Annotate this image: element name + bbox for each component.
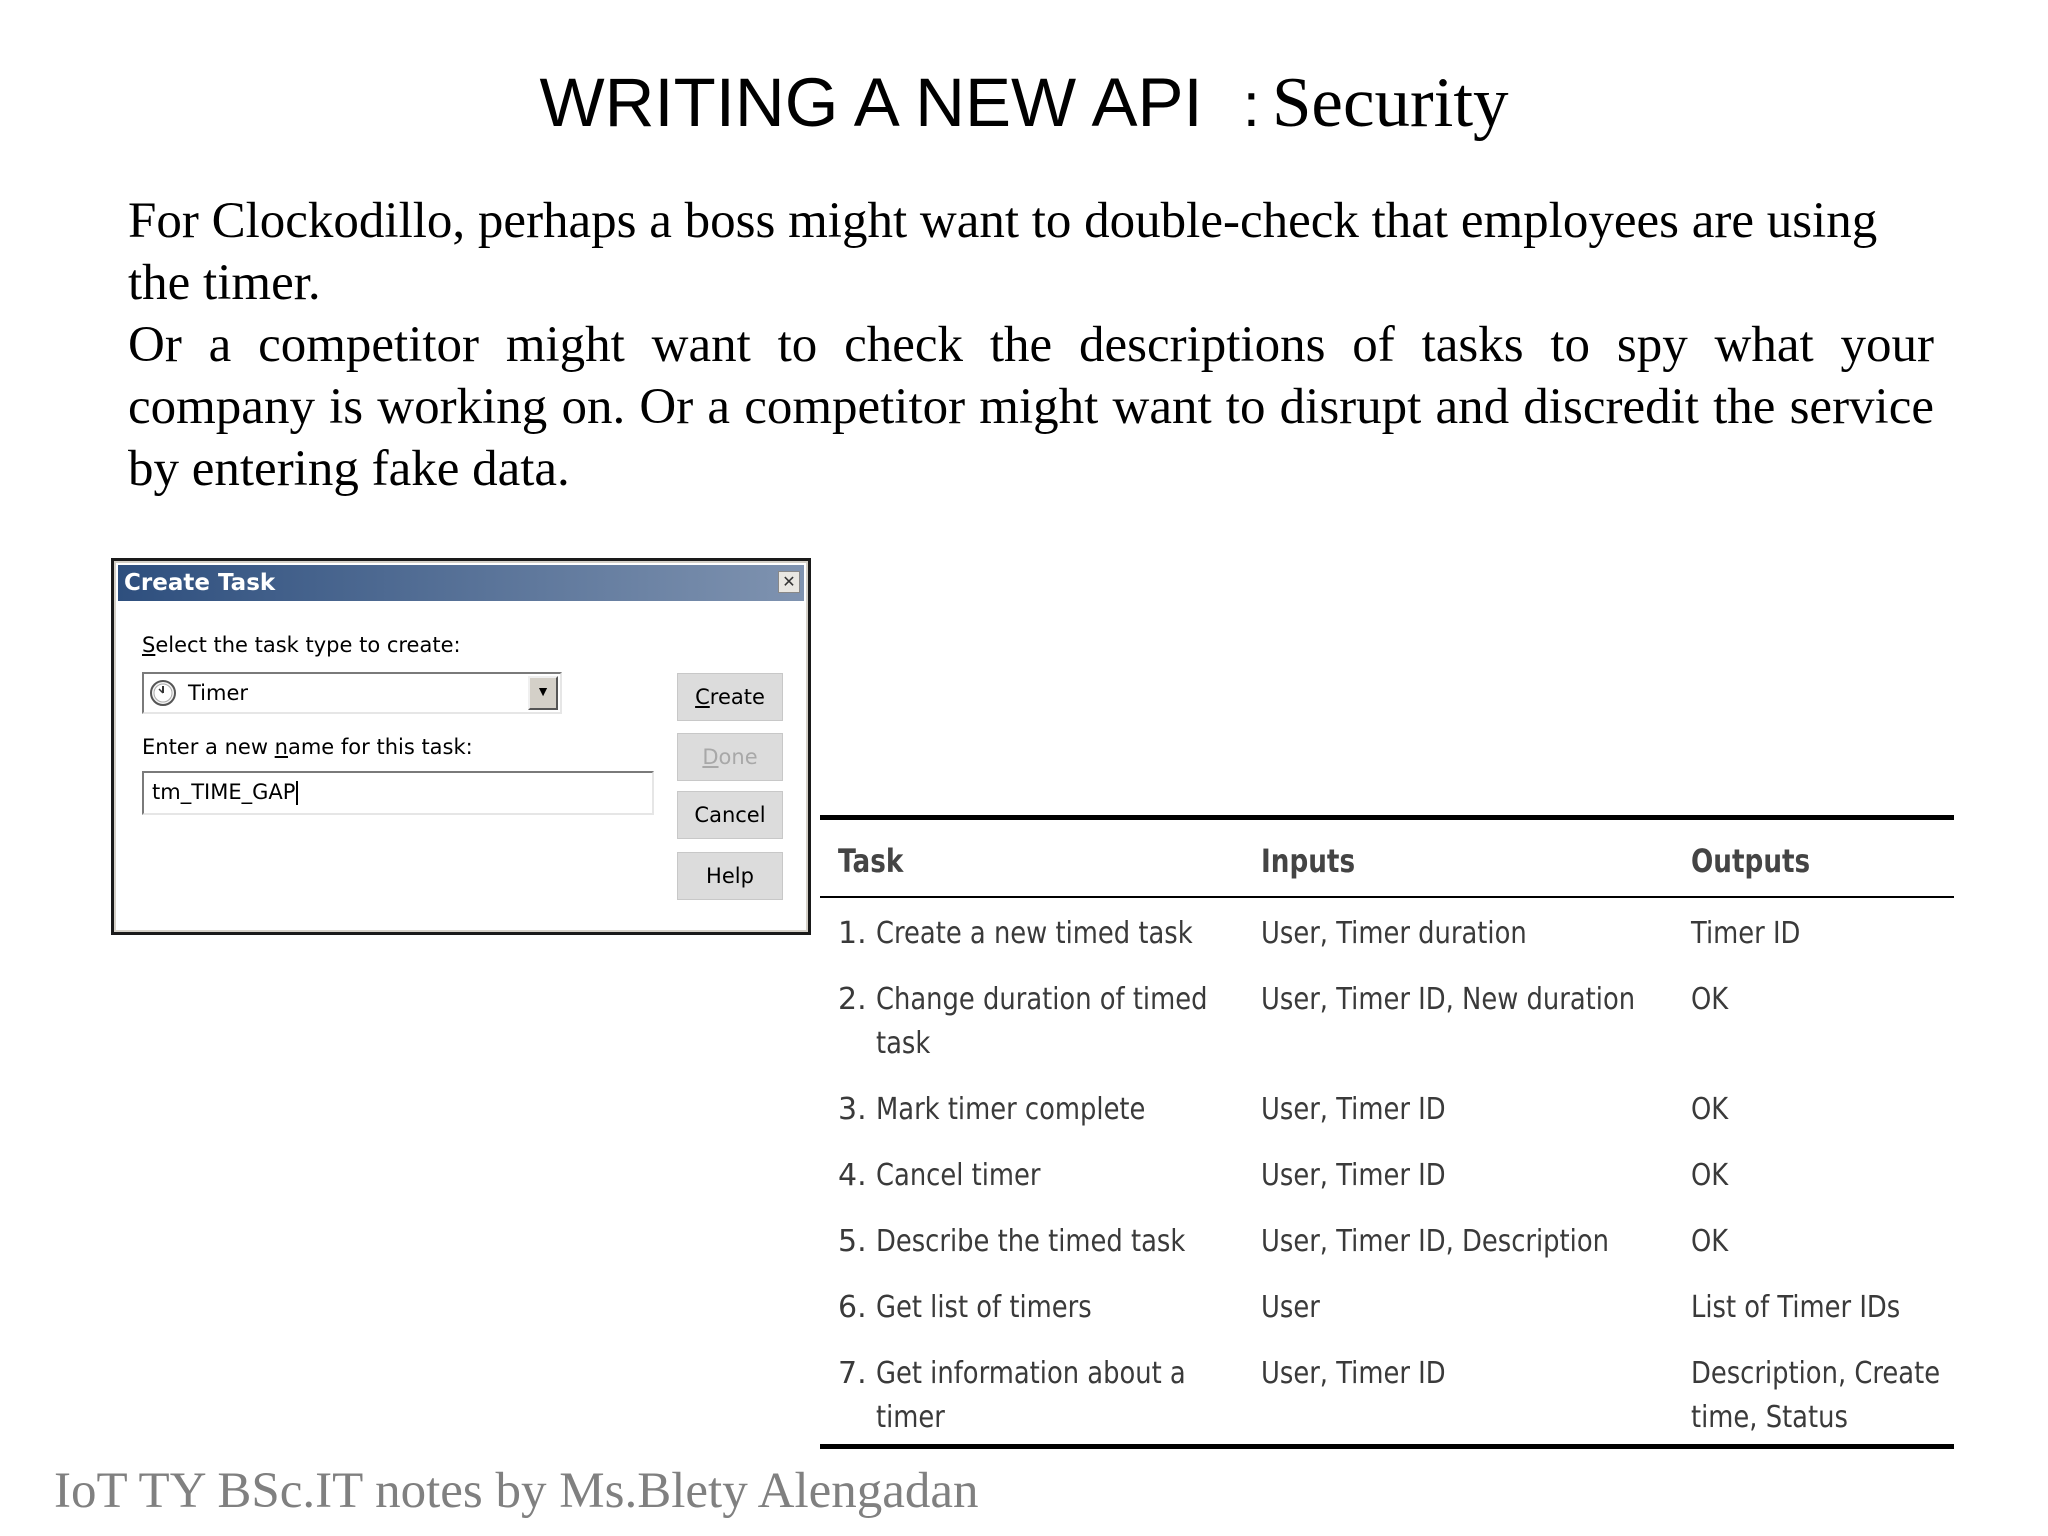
row-outputs-text: OK [1691, 1092, 1729, 1127]
text-caret [296, 781, 298, 805]
task-type-label [142, 633, 461, 657]
done-button-label: one [718, 745, 758, 769]
create-button-label: reate [709, 685, 765, 709]
row-task-text: Create a new timed task [876, 916, 1193, 951]
row-inputs-text: User, Timer ID [1261, 1356, 1446, 1391]
task-type-label-text: elect the task type to create: [155, 633, 461, 657]
row-inputs [1261, 978, 1681, 1022]
table-header-outputs: Outputs [1691, 842, 1811, 880]
row-outputs [1691, 1088, 1953, 1132]
row-inputs [1261, 1352, 1681, 1396]
task-type-label-accesskey: S [142, 633, 156, 657]
row-inputs [1261, 1220, 1681, 1264]
row-outputs-text: OK [1691, 1224, 1729, 1259]
chevron-down-icon[interactable]: ▼ [528, 676, 558, 710]
row-inputs-text: User, Timer ID [1261, 1092, 1446, 1127]
row-task-text: Mark timer complete [876, 1092, 1146, 1127]
task-name-label-accesskey: n [274, 735, 288, 759]
create-button[interactable] [677, 673, 783, 721]
row-outputs-text: List of Timer IDs [1691, 1290, 1901, 1325]
row-inputs [1261, 1154, 1681, 1198]
row-outputs-text: Timer ID [1691, 916, 1801, 951]
done-button-accesskey: D [702, 745, 719, 769]
row-inputs [1261, 1088, 1681, 1132]
table-header-task: Task [838, 842, 904, 880]
row-task [876, 1286, 1236, 1330]
task-name-input[interactable] [142, 771, 654, 815]
slide-title-separator: : [1242, 71, 1260, 140]
row-task [876, 912, 1236, 956]
clock-icon [148, 678, 178, 708]
row-outputs-text: OK [1691, 1158, 1729, 1193]
row-outputs [1691, 978, 1953, 1022]
task-name-label-before: Enter a new [142, 735, 275, 759]
task-name-value: tm_TIME_GAP [152, 780, 296, 804]
table-header-row [820, 820, 1954, 898]
task-type-select[interactable] [142, 672, 562, 714]
task-name-label [142, 735, 473, 759]
row-outputs [1691, 1220, 1953, 1264]
help-button[interactable]: Help [677, 852, 783, 900]
close-icon[interactable]: ✕ [778, 571, 800, 593]
row-outputs [1691, 1286, 1953, 1330]
row-task [876, 1154, 1236, 1198]
row-number: 2. [838, 982, 867, 1017]
row-task: Get information about a timer [876, 1356, 1186, 1435]
row-inputs-text: User, Timer ID, New duration [1261, 982, 1636, 1017]
row-inputs-text: User, Timer ID [1261, 1158, 1446, 1193]
slide-body [128, 190, 1934, 500]
api-task-table [820, 815, 1954, 1449]
row-number: 7. [838, 1356, 867, 1391]
slide-title-main: WRITING A NEW API [539, 64, 1203, 141]
row-inputs [1261, 1286, 1681, 1330]
slide-footer: IoT TY BSc.IT notes by Ms.Blety Alengadan [54, 1463, 979, 1519]
row-number: 6. [838, 1290, 867, 1325]
row-task-text: Cancel timer [876, 1158, 1041, 1193]
body-paragraph-boss: For Clockodillo, perhaps a boss might want to double-check that employees are using the timer. [128, 193, 1878, 311]
row-task [876, 1220, 1236, 1264]
row-inputs [1261, 912, 1681, 956]
row-task [876, 1088, 1236, 1132]
row-task-text: Get list of timers [876, 1290, 1092, 1325]
row-outputs-text: OK [1691, 982, 1729, 1017]
row-outputs [1691, 912, 1953, 956]
row-number: 1. [838, 916, 867, 951]
row-number: 3. [838, 1092, 867, 1127]
dialog-title: Create Task [124, 570, 276, 596]
create-button-accesskey: C [695, 685, 710, 709]
slide-title [0, 58, 2048, 167]
row-inputs-text: User [1261, 1290, 1320, 1325]
row-task: Change duration of timed task [876, 982, 1208, 1061]
row-number: 5. [838, 1224, 867, 1259]
row-outputs [1691, 1154, 1953, 1198]
slide-title-topic: Security [1271, 64, 1509, 142]
row-outputs: Description, Create time, Status [1691, 1356, 1941, 1435]
body-paragraph-competitor: Or a competitor might want to check the descriptions of tasks to spy what your company is working on. Or a competitor might want to disrupt and discredit the service by entering fake data. [128, 317, 1934, 497]
task-name-label-after: ame for this task: [287, 735, 473, 759]
row-inputs-text: User, Timer ID, Description [1261, 1224, 1609, 1259]
create-task-dialog [111, 558, 811, 935]
cancel-button[interactable]: Cancel [677, 791, 783, 839]
dialog-titlebar [118, 565, 804, 601]
row-task-text: Describe the timed task [876, 1224, 1186, 1259]
table-header-inputs: Inputs [1261, 842, 1356, 880]
row-number: 4. [838, 1158, 867, 1193]
row-inputs-text: User, Timer duration [1261, 916, 1527, 951]
done-button[interactable] [677, 733, 783, 781]
task-type-value: Timer [188, 681, 249, 705]
